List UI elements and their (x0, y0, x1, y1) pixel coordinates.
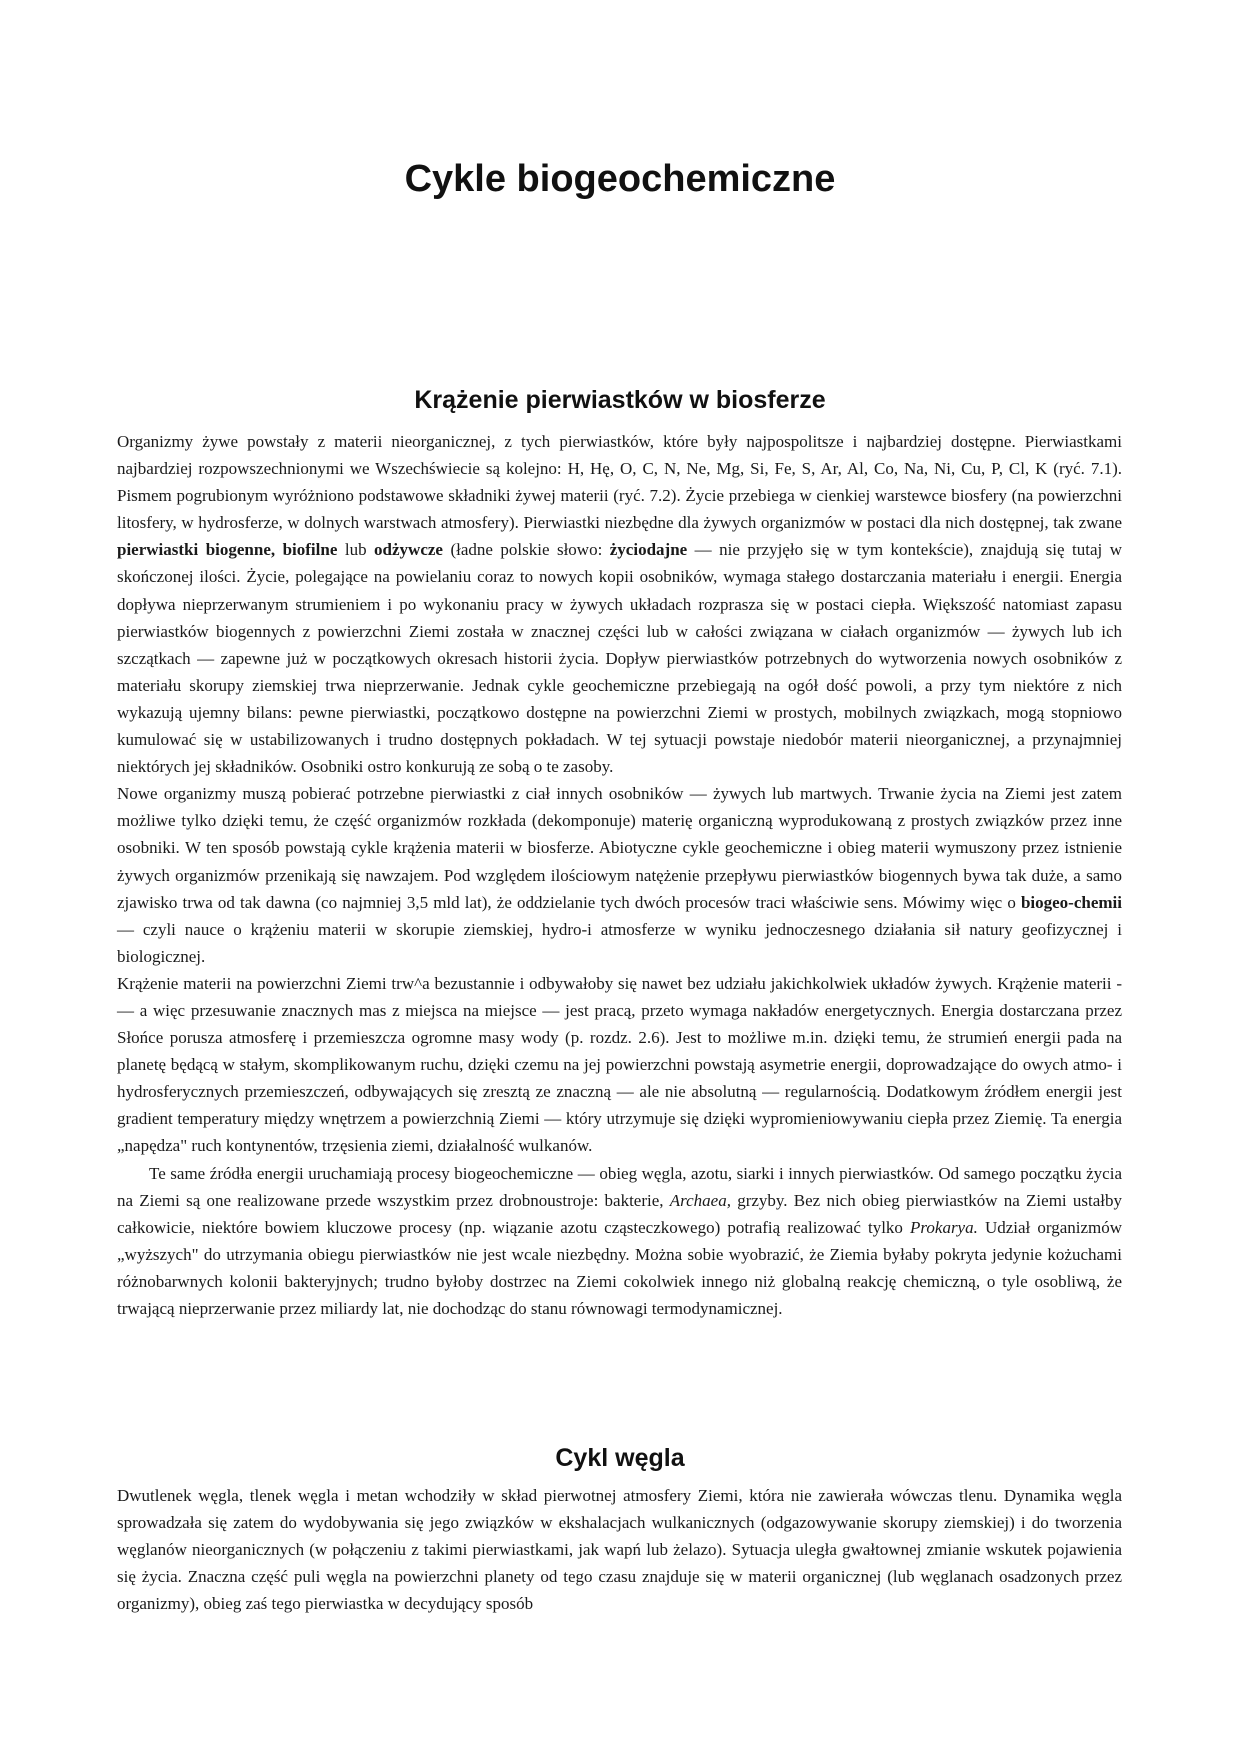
text-run: (ładne polskie słowo: (450, 540, 603, 560)
bold-term: życiodajne (609, 540, 688, 560)
paragraph (117, 428, 1122, 780)
text-run: Organizmy żywe powstały z materii nieorganicznej, z tych pierwiastków, które były najpospolitsze i najbardziej dostępne. Pierwiastkami najbardziej rozpowszechnionymi we Wszechświecie są kolejno: H, Hę, O, C, N, Ne, Mg, Si, Fe, S, Ar, Al, Co, Na, Ni, Cu, P, Cl, K (ryć. 7.1). Pismem pogrubionym wyróżniono podstawowe składniki żywej materii (ryć. 7.2). Życie przebiega w cienkiej warstewce biosfery (na powierzchni litosfery, w hydrosferze, w dolnych warstwach atmosfery). Pierwiastki niezbędne dla żywych organizmów w postaci dla nich dostępnej, tak zwane (117, 432, 1122, 533)
italic-term: Archaea, (669, 1190, 731, 1210)
text-run: — nie przyjęło się w tym kontekście), znajdują się tutaj w skończonej ilości. Życie, polegające na powielaniu coraz to nowych kopii osobników, wymaga stałego dostarczania materiału i energii. Energia dopływa nieprzerwanym strumieniem i po wykonaniu pracy w żywych układach rozprasza się w postaci ciepła. Większość natomiast zapasu pierwiastków biogennych z powierzchni Ziemi została w znacznej części lub w całości związana w ciałach organizmów — żywych lub ich szczątkach — zapewne już w początkowych okresach historii życia. Dopływ pierwiastków potrzebnych do wytworzenia nowych osobników z materiału skorupy ziemskiej trwa nieprzerwanie. Jednak cykle geochemiczne przebiegają na ogół dość powoli, a przy tym niektóre z nich wykazują ujemny bilans: pewne pierwiastki, początkowo dostępne na powierzchni Ziemi w prostych, mobilnych związkach, mogą stopniowo kumulować się w ustabilizowanych i trudno dostępnych pokładach. W tej sytuacji powstaje niedobór materii nieorganicznej, a przynajmniej niektórych jej składników. Osobniki ostro konkurują ze sobą o te zasoby. (117, 540, 1122, 777)
paragraph (117, 1160, 1122, 1323)
page-title: Cykle biogeochemiczne (404, 158, 836, 200)
paragraph: Krążenie materii na powierzchni Ziemi trw^a bezustannie i odbywałoby się nawet bez udziału jakichkolwiek układów żywych. Krążenie materii -— a więc przesuwanie znacznych mas z miejsca na miejsce — jest pracą, przeto wymaga nakładów energetycznych. Energia dostarczana przez Słońce porusza atmosferę i przemieszcza ogromne masy wody (p. rozdz. 2.6). Jest to możliwe m.in. dzięki temu, że strumień energii pada na planetę będącą w stałym, skomplikowanym ruchu, dzięki czemu na jej powierzchni powstają asymetrie energii, doprowadzające do owych atmo- i hydrosferycznych przemieszczeń, odbywających się zresztą ze znaczną — ale nie absolutną — regularnością. Dodatkowym źródłem energii jest gradient temperatury między wnętrzem a powierzchnią Ziemi — który utrzymuje się dzięki wypromieniowywaniu ciepła przez Ziemię. Ta energia „napędza" ruch kontynentów, trzęsienia ziemi, działalność wulkanów. (117, 973, 1122, 1156)
bold-term: biogeo-chemii (1020, 892, 1122, 912)
section-heading-carbon-cycle: Cykl węgla (555, 1444, 685, 1472)
section-heading-element-circulation: Krążenie pierwiastków w biosferze (414, 386, 826, 414)
paragraph: Dwutlenek węgla, tlenek węgla i metan wchodziły w skład pierwotnej atmosfery Ziemi, która nie zawierała wówczas tlenu. Dynamika węgla sprowadzała się zatem do wydobywania się jego związków w ekshalacjach wulkanicznych (odgazowywanie skorupy ziemskiej) i do tworzenia węglanów nieorganicznych (w połączeniu z takimi pierwiastkami, jak wapń lub żelazo). Sytuacja uległa gwałtownej zmianie wskutek pojawienia się życia. Znaczna część puli węgla na powierzchni planety od tego czasu znajduje się w materii organicznej (lub węglanach osadzonych przez organizmy), obieg zaś tego pierwiastka w decydujący sposób (117, 1486, 1122, 1614)
bold-term: pierwiastki biogenne, biofilne (117, 540, 338, 560)
text-run: Udział organizmów „wyższych" do utrzymania obiegu pierwiastków nie jest wcale niezbędny. Można sobie wyobrazić, że Ziemia byłaby pokryta jedynie kożuchami różnobarwnych kolonii bakteryjnych; trudno byłoby dostrzec na Ziemi cokolwiek innego niż globalną reakcję chemiczną, o tyle osobliwą, że trwającą nieprzerwanie przez miliardy lat, nie dochodząc do stanu równowagi termodynamicznej. (117, 1217, 1123, 1318)
text-run: — czyli nauce o krążeniu materii w skorupie ziemskiej, hydro-i atmosferze w wyniku jednoczesnego działania sił natury geofizycznej i biologicznej. (117, 919, 1122, 966)
text-run: lub (344, 540, 367, 560)
italic-term: Prokarya. (910, 1217, 978, 1237)
paragraph (117, 780, 1122, 970)
bold-term: odżywcze (374, 540, 443, 560)
section-body-element-circulation (117, 428, 1122, 1322)
text-run: Te same źródła energii uruchamiają procesy biogeochemiczne — obieg węgla, azotu, siarki i innych pierwiastków. Od samego początku życia na Ziemi są one realizowane przede wszystkim przez drobnoustroje: bakterie, (117, 1163, 1122, 1210)
section-body-carbon-cycle (117, 1482, 1122, 1617)
text-run: Nowe organizmy muszą pobierać potrzebne pierwiastki z ciał innych osobników — żywych lub martwych. Trwanie życia na Ziemi jest zatem możliwe tylko dzięki temu, że część organizmów rozkłada (dekomponuje) materię organiczną wyprodukowaną z prostych związków przez inne osobniki. W ten sposób powstają cykle krążenia materii w biosferze. Abiotyczne cykle geochemiczne i obieg materii wymuszony przez istnienie żywych organizmów przenikają się nawzajem. Pod względem ilościowym natężenie przepływu pierwiastków biogennych bywa tak duże, a samo zjawisko trwa od tak dawna (co najmniej 3,5 mld lat), że oddzielanie tych dwóch procesów traci właściwie sens. Mówimy więc o (117, 784, 1122, 912)
text-run: grzyby. Bez nich obieg pierwiastków na Ziemi ustałby całkowicie, niektóre bowiem kluczowe procesy (np. wiązanie azotu cząsteczkowego) potrafią realizować tylko (117, 1190, 1122, 1237)
